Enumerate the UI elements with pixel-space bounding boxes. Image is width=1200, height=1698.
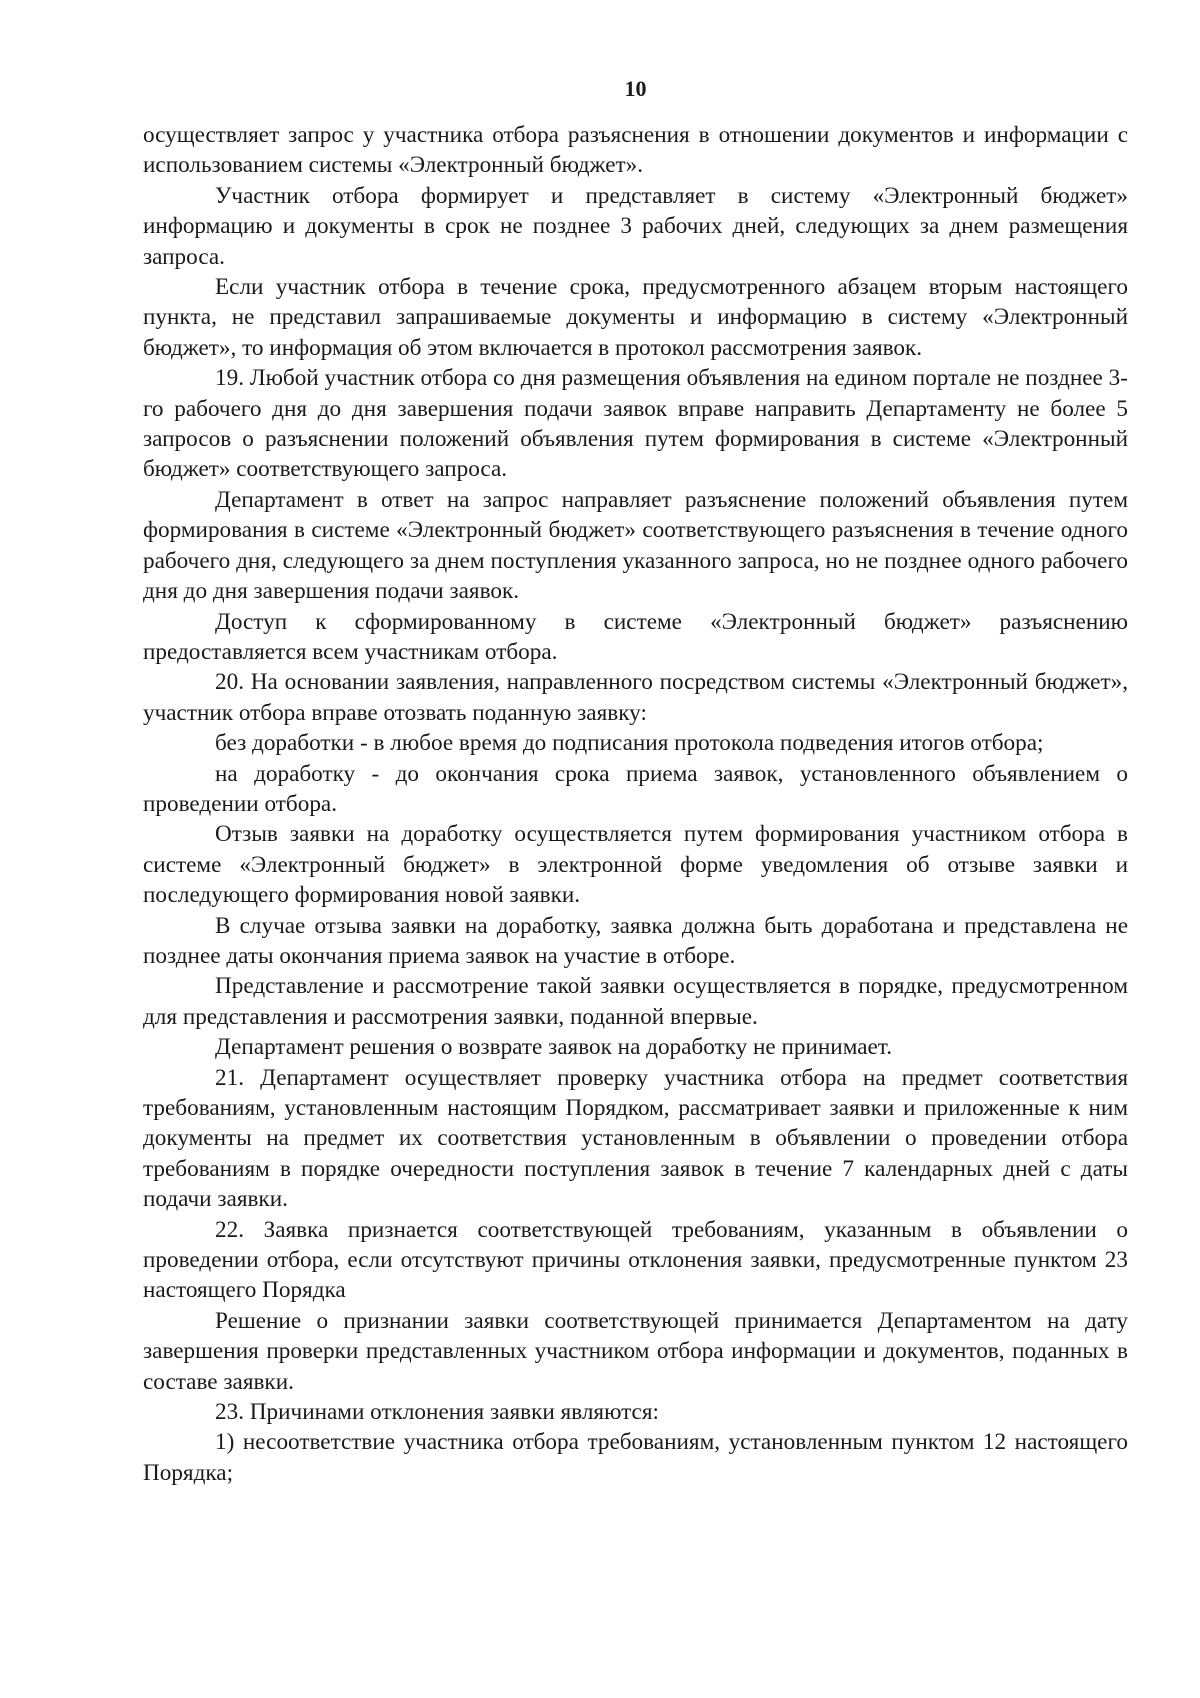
page-number: 10 bbox=[624, 76, 647, 101]
paragraph: 21. Департамент осуществляет проверку участника отбора на предмет соответствия требованиям, установленным настоящим Порядком, рассматривает заявки и приложенные к ним документы на предмет их соответствия установленным в объявлении о проведении отбора требованиям в порядке очередности поступления заявок в течение 7 календарных дней с даты подачи заявки. bbox=[143, 1064, 1128, 1213]
paragraph: Доступ к сформированному в системе «Электронный бюджет» разъяснению предоставляется всем участникам отбора. bbox=[143, 608, 1128, 665]
paragraph: 20. На основании заявления, направленного посредством системы «Электронный бюджет», участник отбора вправе отозвать поданную заявку: bbox=[143, 669, 1128, 726]
paragraph: Представление и рассмотрение такой заявки осуществляется в порядке, предусмотренном для представления и рассмотрения заявки, поданной впервые. bbox=[143, 973, 1128, 1030]
paragraph: 1) несоответствие участника отбора требованиям, установленным пунктом 12 настоящего Порядка; bbox=[143, 1429, 1128, 1486]
paragraph: 22. Заявка признается соответствующей требованиям, указанным в объявлении о проведении отбора, если отсутствуют причины отклонения заявки, предусмотренные пунктом 23 настоящего Порядка bbox=[143, 1216, 1128, 1304]
paragraph: Если участник отбора в течение срока, предусмотренного абзацем вторым настоящего пункта, не представил запрашиваемые документы и информацию в систему «Электронный бюджет», то информация об этом включается в протокол рассмотрения заявок. bbox=[143, 274, 1128, 361]
paragraph: осуществляет запрос у участника отбора разъяснения в отношении документов и информации с использованием системы «Электронный бюджет». bbox=[143, 122, 1128, 179]
paragraph: Департамент в ответ на запрос направляет разъяснение положений объявления путем формирования в системе «Электронный бюджет» соответствующего разъяснения в течение одного рабочего дня, следующего за днем поступления указанного запроса, но не позднее одного рабочего дня до дня завершения подачи заявок. bbox=[143, 486, 1128, 605]
paragraph: на доработку - до окончания срока приема заявок, установленного объявлением о проведении отбора. bbox=[143, 760, 1128, 817]
paragraph: без доработки - в любое время до подписания протокола подведения итогов отбора; bbox=[215, 730, 1044, 757]
paragraph: 19. Любой участник отбора со дня размещения объявления на едином портале не позднее 3-го рабочего дня до дня завершения подачи заявок вправе направить Департаменту не более 5 запросов о разъяснении положений объявления путем формирования в системе «Электронный бюджет» соответствующего запроса. bbox=[143, 365, 1128, 483]
paragraph: В случае отзыва заявки на доработку, заявка должна быть доработана и представлена не позднее даты окончания приема заявок на участие в отборе. bbox=[143, 912, 1128, 969]
document-body bbox=[143, 120, 1128, 1488]
paragraph: Решение о признании заявки соответствующей принимается Департаментом на дату завершения проверки представленных участником отбора информации и документов, поданных в составе заявки. bbox=[143, 1307, 1128, 1395]
paragraph: 23. Причинами отклонения заявки являются: bbox=[215, 1399, 659, 1426]
paragraph: Отзыв заявки на доработку осуществляется путем формирования участником отбора в системе «Электронный бюджет» в электронной форме уведомления об отзыве заявки и последующего формирования новой заявки. bbox=[143, 821, 1128, 909]
paragraph: Участник отбора формирует и представляет в систему «Электронный бюджет» информацию и документы в срок не позднее 3 рабочих дней, следующих за днем размещения запроса. bbox=[143, 182, 1128, 270]
paragraph: Департамент решения о возврате заявок на доработку не принимает. bbox=[215, 1034, 892, 1061]
